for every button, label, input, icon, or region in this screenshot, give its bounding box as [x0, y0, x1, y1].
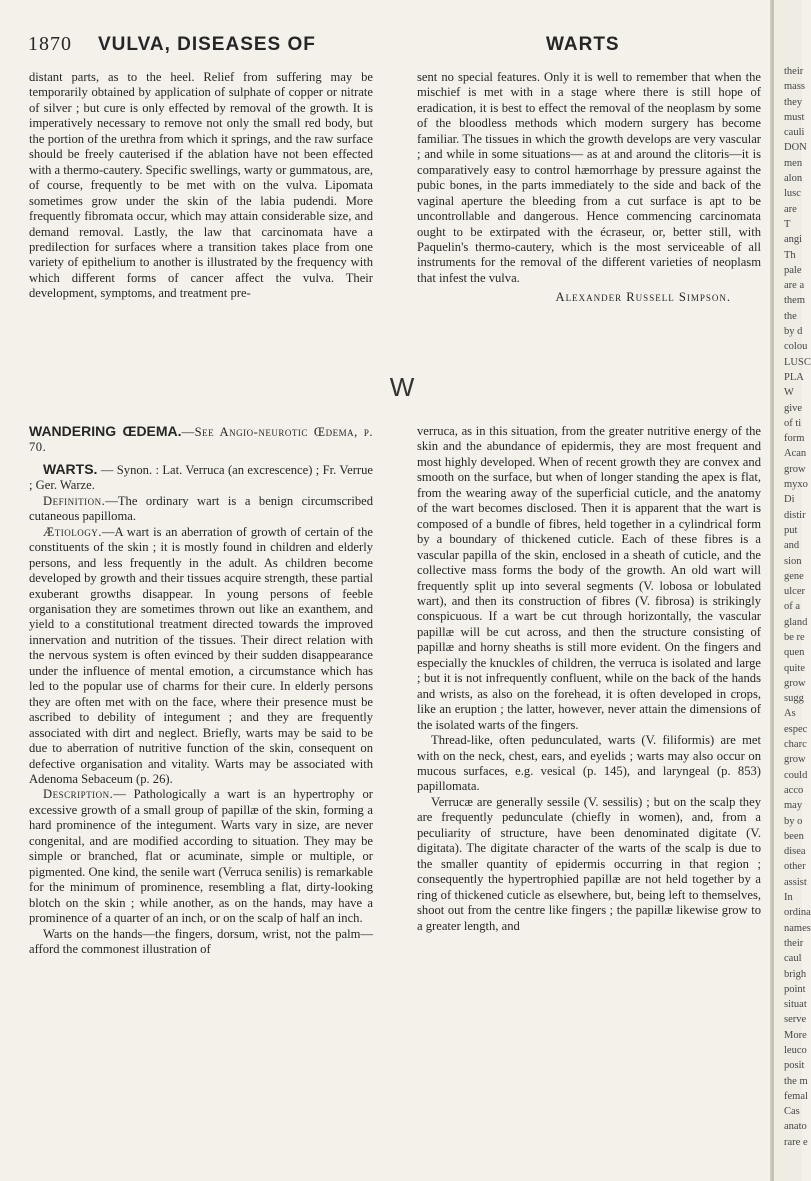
entry-warts — [29, 462, 373, 494]
description-text: — Pathologically a wart is an hypertrophy or excessive growth of a small group of papillæ of the skin, forming a hard prominence of the integument. Warts vary in size, are never congenital, and are modified according to situation. They may be simple or branched, flat or acuminate, simple or multiple, or pigmented. One kind, the senile wart (Verruca senilis) is remarkable for the minimum of prominence, resembling a flat, dirty-looking blotch on the skin ; while another, as on the hands, may have a prominence of a quarter of an inch, or on the scalp of half an inch. — [29, 787, 373, 926]
top-left-paragraph: distant parts, as to the heel. Relief from suffering may be temporarily obtained by application of sulphate of copper or nitrate of silver ; but cure is only effected by removal of the growth. It is imperatively necessary to remove not only the small red body, but the portion of the urethra from which it springs, and the raw surface should be freely cauterised if the ablation have not been effected with a thermo-cautery. Specific swellings, warty or gummatous, are, of course, frequently to be met with on the vulva. Lipomata sometimes grow under the skin of the labia pudendi. More frequently fibromata occur, which may attain considerable size, and demand removal. Lastly, the law that carcinomata have a predilection for surfaces where a transition takes place from one variety of epithelium to another is illustrated by the frequency with which different forms of cancer affect the vulva. Their development, symptoms, and treatment pre- — [29, 70, 374, 301]
entry-wandering-oedema — [29, 424, 373, 456]
cross-reference: —See Angio-neurotic Œdema, p. 70. — [29, 425, 373, 455]
aetiology-paragraph — [29, 525, 373, 788]
bottom-left-column — [29, 424, 373, 957]
margin-text-fragments: their mass they must cauli DON men alon lusc are T angi Th pale are a them the by d colou LUSC PLA W give of ti form Acan grow myxo Di distir put and sion gene ulcer of a gland be re quen quite grow sugg As espec charc grow could acco may by o been disea other assist In ordina names their caul brigh point situat serve More leuco posit the m femal Cas anato rare e — [784, 66, 811, 1148]
top-left-column — [29, 70, 373, 302]
top-right-paragraph: sent no special features. Only it is well to remember that when the mischief is met with in a stage where there is still hope of eradication, it is best to effect the removal of the neoplasm by some of the bloodless methods which modern surgery has become familiar. The tissues in which the growth develops are very vascular ; and while in some situations— as at and around the clitoris—it is comparatively easy to control hæmorrhage by pressure against the pubic bones, in the parts immediately to the side and back of the vaginal aperture the bleeding from a cut surface is apt to be uncontrollable and dangerous. Hence commencing carcinomata ought to be extirpated with the écraseur, or, better still, with Paquelin's thermo-cautery, which is the most serviceable of all instruments for the removal of the different varieties of neoplasm that infest the vulva. — [417, 70, 761, 285]
section-letter: W — [389, 372, 415, 402]
header-right-title: WARTS — [546, 34, 620, 55]
author-signature: Alexander Russell Simpson. — [555, 290, 731, 305]
header-left-title: VULVA, DISEASES OF — [98, 34, 316, 55]
warts-synonyms: — Synon. : Lat. Verruca (an excrescence) ; Fr. Verrue ; Ger. Warze. — [29, 462, 373, 493]
headword-warts: WARTS. — [43, 460, 98, 477]
top-right-column — [417, 70, 761, 306]
next-page-margin — [773, 0, 811, 1181]
definition-text: —The ordinary wart is a benign circumscribed cutaneous papilloma. — [29, 493, 373, 524]
aetiology-label: Ætiology. — [43, 524, 102, 539]
page-number: 1870 — [28, 33, 72, 55]
description-label: Description. — [43, 787, 114, 802]
description-paragraph — [29, 787, 373, 926]
headword-wandering-oedema: WANDERING ŒDEMA. — [29, 423, 182, 439]
running-header — [28, 33, 768, 59]
definition-paragraph — [29, 494, 373, 525]
right-paragraph-2: Thread-like, often pedunculated, warts (V. filiformis) are met with on the neck, chest, ears, and eyelids ; warts may also occur on mucous surfaces, e.g. vesical (p. 145), and laryngeal (p. 853) papillomata. — [417, 733, 761, 794]
bottom-right-column — [417, 424, 761, 934]
aetiology-text: —A wart is an aberration of growth of certain of the constituents of the skin ; it is mostly found in children and elderly persons, and less frequently in the adult. As children become developed by growth and their tissues acquire strength, these partial exuberant growths disappear. In young persons of feeble organisation they are sometimes thrown out like an exanthem, and yield to a constitutional treatment directed towards the improved innervation and nutrition of the tissues. Their direct relation with the nervous system is often evinced by their sudden disappearance under the influence of mental emotion, a circumstance which has led to the popular use of charms for their cure. In elderly persons they are often met with on the face, where their presence must be ascribed to debility of integument ; and they are frequently associated with dirt and neglect. Briefly, warts may be said to be due to aberration of nutritive function of the skin, consequent on defective organisation and vitality. Warts may be associated with Adenoma Sebaceum (p. 26). — [29, 524, 373, 786]
right-paragraph-1: verruca, as in this situation, from the greater nutritive energy of the skin and the abundance of epidermis, they are most frequent and most highly developed. When of recent growth they are convex and smooth on the surface, but when of longer standing the apex is flat, from the wearing away of the superficial cuticle, and the anatomy of the wart becomes disclosed. Then it is apparent that the wart is composed of a bundle of fibres, held together in a cylindrical form by a boundary of thickened cuticle. Each of these fibres is a vascular papilla of the skin, enclosed in a sheath of cuticle, and the collective mass forms the body of the growth. An old wart will frequently split up into several segments (V. lobosa or lobulated wart), and then its construction of fibres (V. fibrosa) is strikingly conspicuous. If a wart be cut through horizontally, the vascular papillæ will be cut across, and then the structure consisting of papillæ and horny sheaths is still more evident. On the fingers and especially the knuckles of children, the verruca is isolated and large ; but it is not infrequently confluent, while on the back of the hands and wrists, as also on the forehead, it is often developed in crops, like an eruption ; the latter, however, never attain the dimensions of the isolated warts of the fingers. — [417, 424, 761, 732]
right-paragraph-3: Verrucæ are generally sessile (V. sessilis) ; but on the scalp they are frequently pedunculate (chiefly in women), and, from a peculiarity of structure, have been denominated digitate (V. digitata). The digitate character of the warts of the scalp is due to the smaller quantity of epidermis occurring in that region ; consequently the hypertrophied papillæ are not held together by a ring of thickened cuticle as elsewhere, but, being left to themselves, shoot out from the centre like fingers ; the papillæ likewise grow to a greater length, and — [417, 794, 761, 933]
hands-paragraph: Warts on the hands—the fingers, dorsum, wrist, not the palm—afford the commonest illustration of — [29, 926, 373, 956]
definition-label: Definition. — [43, 493, 106, 508]
